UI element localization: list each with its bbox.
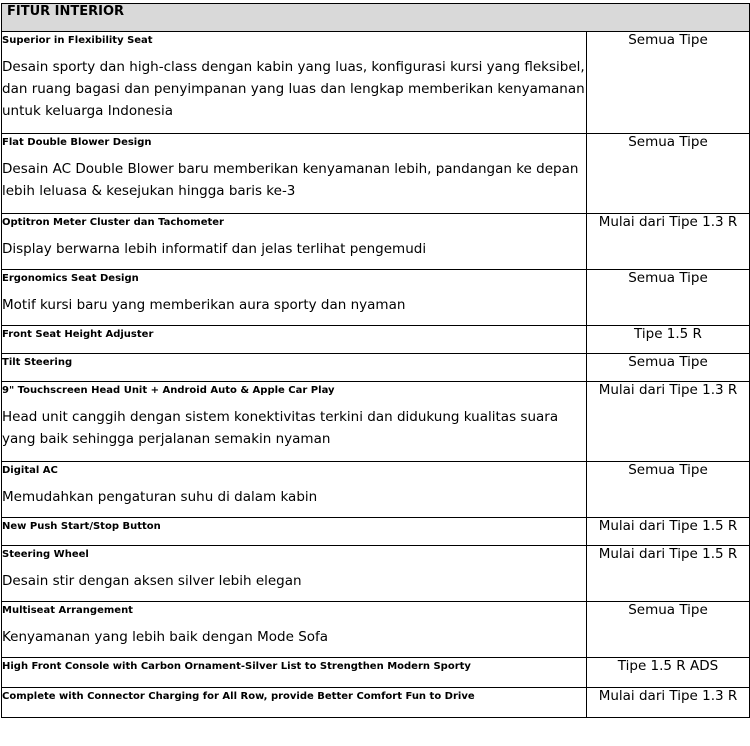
type-cell: Semua Tipe bbox=[587, 270, 750, 326]
type-cell: Semua Tipe bbox=[587, 354, 750, 382]
feature-cell bbox=[2, 326, 587, 354]
feature-description: Desain sporty dan high-class dengan kabin yang luas, konfigurasi kursi yang fleksibel, dan ruang bagasi dan penyimpanan yang luas dan lengkap memberikan kenyamanan untuk keluarga Indonesia bbox=[2, 59, 585, 119]
table-row bbox=[2, 134, 750, 214]
table-row bbox=[2, 382, 750, 462]
type-cell: Semua Tipe bbox=[587, 462, 750, 518]
table-row bbox=[2, 462, 750, 518]
feature-title: High Front Console with Carbon Ornament-Silver List to Strengthen Modern Sporty bbox=[2, 661, 471, 672]
type-cell: Mulai dari Tipe 1.3 R bbox=[587, 688, 750, 718]
type-cell: Mulai dari Tipe 1.5 R bbox=[587, 546, 750, 602]
feature-title: Optitron Meter Cluster dan Tachometer bbox=[2, 217, 224, 228]
feature-description: Display berwarna lebih informatif dan jelas terlihat pengemudi bbox=[2, 241, 427, 257]
feature-cell bbox=[2, 518, 587, 546]
type-cell: Tipe 1.5 R ADS bbox=[587, 658, 750, 688]
feature-cell bbox=[2, 546, 587, 602]
table-row bbox=[2, 546, 750, 602]
type-cell: Semua Tipe bbox=[587, 602, 750, 658]
type-cell: Mulai dari Tipe 1.3 R bbox=[587, 214, 750, 270]
feature-cell bbox=[2, 658, 587, 688]
feature-title: 9" Touchscreen Head Unit + Android Auto & Apple Car Play bbox=[2, 385, 335, 396]
table-row bbox=[2, 518, 750, 546]
feature-title: Superior in Flexibility Seat bbox=[2, 35, 153, 46]
section-title: FITUR INTERIOR bbox=[2, 4, 750, 32]
feature-title: Front Seat Height Adjuster bbox=[2, 329, 154, 340]
table-row bbox=[2, 658, 750, 688]
feature-cell bbox=[2, 688, 587, 718]
type-cell: Semua Tipe bbox=[587, 134, 750, 214]
type-cell: Tipe 1.5 R bbox=[587, 326, 750, 354]
type-cell: Semua Tipe bbox=[587, 32, 750, 134]
section-header-row bbox=[2, 4, 750, 32]
feature-description: Motif kursi baru yang memberikan aura sporty dan nyaman bbox=[2, 297, 406, 313]
feature-title: Multiseat Arrangement bbox=[2, 605, 133, 616]
feature-cell bbox=[2, 270, 587, 326]
table-row bbox=[2, 602, 750, 658]
feature-description: Kenyamanan yang lebih baik dengan Mode Sofa bbox=[2, 629, 329, 645]
table-row bbox=[2, 32, 750, 134]
feature-title: New Push Start/Stop Button bbox=[2, 521, 161, 532]
table-row bbox=[2, 354, 750, 382]
type-cell: Mulai dari Tipe 1.3 R bbox=[587, 382, 750, 462]
feature-description: Memudahkan pengaturan suhu di dalam kabin bbox=[2, 489, 318, 505]
feature-title: Flat Double Blower Design bbox=[2, 137, 152, 148]
table-row bbox=[2, 270, 750, 326]
feature-title: Ergonomics Seat Design bbox=[2, 273, 139, 284]
feature-cell bbox=[2, 462, 587, 518]
feature-description: Desain stir dengan aksen silver lebih elegan bbox=[2, 573, 302, 589]
table-row bbox=[2, 326, 750, 354]
feature-title: Digital AC bbox=[2, 465, 58, 476]
feature-cell bbox=[2, 602, 587, 658]
feature-cell bbox=[2, 214, 587, 270]
feature-title: Tilt Steering bbox=[2, 357, 73, 368]
interior-features-table bbox=[1, 3, 750, 718]
feature-cell bbox=[2, 382, 587, 462]
feature-description: Desain AC Double Blower baru memberikan kenyamanan lebih, pandangan ke depan lebih leluasa & kesejukan hingga baris ke-3 bbox=[2, 161, 579, 199]
feature-title: Steering Wheel bbox=[2, 549, 89, 560]
feature-description: Head unit canggih dengan sistem konektivitas terkini dan didukung kualitas suara yang baik sehingga perjalanan semakin nyaman bbox=[2, 409, 559, 447]
feature-cell bbox=[2, 354, 587, 382]
feature-title: Complete with Connector Charging for All Row, provide Better Comfort Fun to Drive bbox=[2, 691, 475, 702]
table-row bbox=[2, 214, 750, 270]
type-cell: Mulai dari Tipe 1.5 R bbox=[587, 518, 750, 546]
feature-cell bbox=[2, 32, 587, 134]
table-row bbox=[2, 688, 750, 718]
feature-cell bbox=[2, 134, 587, 214]
